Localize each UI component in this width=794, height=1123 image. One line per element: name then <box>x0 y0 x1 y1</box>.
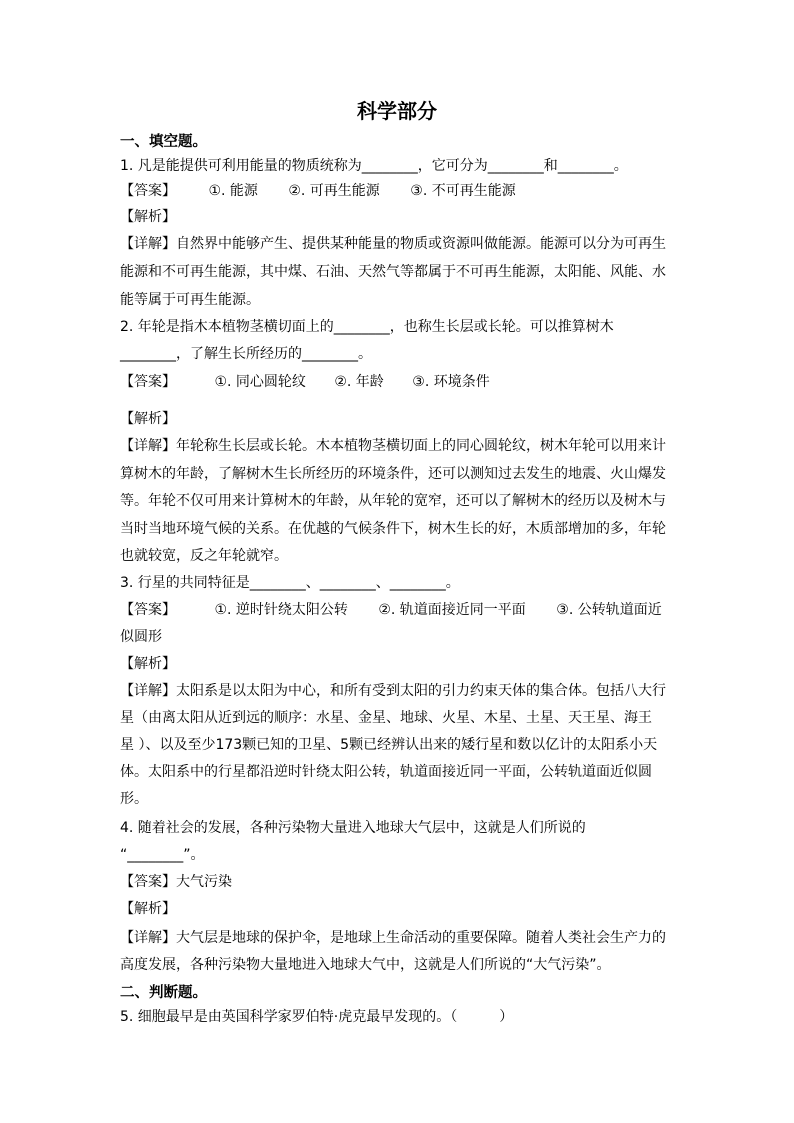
question-1: 1. 凡是能提供可利用能量的物质统称为________，它可分为________和________。 <box>120 158 628 174</box>
detail-1-line-2: 能源和不可再生能源，其中煤、石油、天然气等都属于不可再生能源，太阳能、风能、水 <box>120 264 666 280</box>
question-2-line-1: 2. 年轮是指木本植物茎横切面上的________，也称生长层或长轮。可以推算树木 <box>120 319 614 335</box>
detail-3-line-2: 星（由离太阳从近到远的顺序：水星、金星、地球、火星、木星、土星、天王星、海王 <box>120 710 652 726</box>
detail-2-line-4: 当时当地环境气候的关系。在优越的气候条件下，树木生长的好，木质部增加的多，年轮 <box>120 521 666 537</box>
question-3: 3. 行星的共同特征是________、________、________。 <box>120 575 460 591</box>
detail-3-line-4: 体。太阳系中的行星都沿逆时针绕太阳公转，轨道面接近同一平面，公转轨道面近似圆 <box>120 764 652 780</box>
answer-3-continued: 似圆形 <box>120 629 162 645</box>
section-heading-judgement: 二、判断题。 <box>120 985 207 1001</box>
page-title: 科学部分 <box>357 99 437 123</box>
detail-1-line-1: 【详解】自然界中能够产生、提供某种能量的物质或资源叫做能源。能源可以分为可再生 <box>120 236 666 252</box>
detail-2-line-2: 算树木的年龄，了解树木生长所经历的环境条件，还可以测知过去发生的地震、火山爆发 <box>120 466 666 482</box>
detail-4-line-1: 【详解】大气层是地球的保护伞，是地球上生命活动的重要保障。随着人类社会生产力的 <box>120 930 666 946</box>
detail-2-line-1: 【详解】年轮称生长层或长轮。木本植物茎横切面上的同心圆轮纹，树木年轮可以用来计 <box>120 438 666 454</box>
detail-label: 【详解】 <box>120 438 176 454</box>
answer-1-item-1: ①. 能源 <box>208 183 258 199</box>
answer-4-value: 大气污染 <box>176 874 232 890</box>
analysis-label-1: 【解析】 <box>120 209 176 225</box>
section-heading-fill-blank: 一、填空题。 <box>120 134 207 150</box>
question-4-line-2: “________”。 <box>120 847 205 863</box>
detail-label: 【详解】 <box>120 930 176 946</box>
answer-4 <box>120 871 232 893</box>
question-2-line-2: ________，了解生长所经历的________。 <box>120 346 372 362</box>
answer-3-item-2: ②. 轨道面接近同一平面 <box>378 602 526 618</box>
detail-4-line-2: 高度发展，各种污染物大量地进入地球大气中，这就是人们所说的“大气污染”。 <box>120 957 611 973</box>
detail-2-line-3: 等。年轮不仅可用来计算树木的年龄，从年轮的宽窄，还可以了解树木的经历以及树木与 <box>120 493 666 509</box>
answer-3-item-3: ③. 公转轨道面近 <box>556 602 662 618</box>
answer-1 <box>120 180 516 202</box>
answer-label: 【答案】 <box>120 374 176 390</box>
answer-3-item-1: ①. 逆时针绕太阳公转 <box>214 602 348 618</box>
answer-label: 【答案】 <box>120 183 176 199</box>
analysis-label-4: 【解析】 <box>120 901 176 917</box>
answer-2-item-2: ②. 年龄 <box>334 374 384 390</box>
answer-2 <box>120 371 490 393</box>
answer-1-item-3: ③. 不可再生能源 <box>410 183 516 199</box>
detail-3-line-5: 形。 <box>120 791 148 807</box>
answer-3 <box>120 599 662 621</box>
detail-2-line-5: 也就较宽，反之年轮就窄。 <box>120 548 288 564</box>
answer-2-item-1: ①. 同心圆轮纹 <box>214 374 306 390</box>
answer-1-item-2: ②. 可再生能源 <box>288 183 380 199</box>
question-5: 5. 细胞最早是由英国科学家罗伯特·虎克最早发现的。（ ） <box>120 1009 514 1025</box>
detail-label: 【详解】 <box>120 683 176 699</box>
analysis-label-2: 【解析】 <box>120 411 176 427</box>
detail-1-line-3: 能等属于可再生能源。 <box>120 292 260 308</box>
answer-label: 【答案】 <box>120 602 176 618</box>
detail-3-line-1: 【详解】太阳系是以太阳为中心，和所有受到太阳的引力约束天体的集合体。包括八大行 <box>120 683 666 699</box>
detail-3-line-3: 星 ）、以及至少173颗已知的卫星、5颗已经辨认出来的矮行星和数以亿计的太阳系小天 <box>120 737 658 753</box>
analysis-label-3: 【解析】 <box>120 656 176 672</box>
detail-label: 【详解】 <box>120 236 176 252</box>
answer-2-item-3: ③. 环境条件 <box>412 374 490 390</box>
answer-label: 【答案】 <box>120 874 176 890</box>
question-4-line-1: 4. 随着社会的发展，各种污染物大量进入地球大气层中，这就是人们所说的 <box>120 820 586 836</box>
